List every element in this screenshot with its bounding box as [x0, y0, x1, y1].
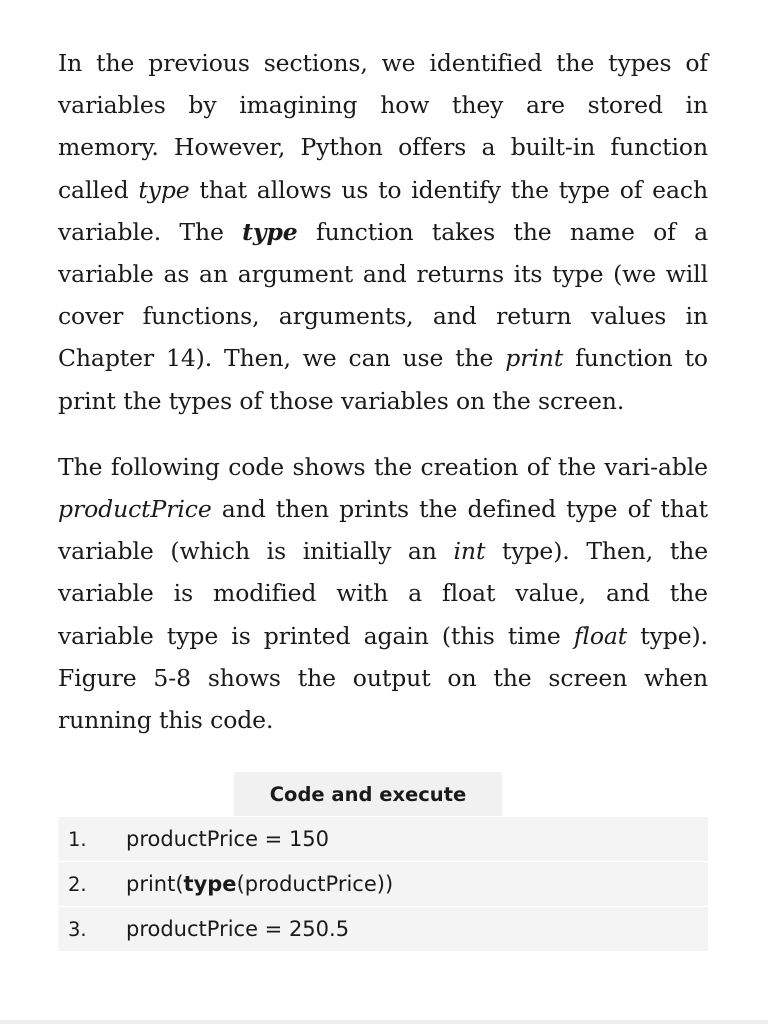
text-run: function takes the name of a variable as an argument and returns its type (we will cover functions, arguments, and return values in Chapter 14). Then, we can use the [58, 217, 708, 373]
code-line [58, 862, 708, 907]
italic-term-float: float [573, 621, 628, 650]
bold-italic-term-type: type [242, 217, 298, 246]
paragraph-code-description [58, 446, 708, 741]
italic-term-int: int [453, 537, 486, 566]
text-run: and then prints the defined type of that variable (which is initially an [58, 495, 708, 566]
line-number: 2. [68, 872, 87, 896]
text-run: type). Figure 5-8 shows the output on the screen when running this code. [58, 621, 708, 735]
line-number: 3. [68, 917, 87, 941]
code-keyword: type [183, 872, 237, 896]
code-text [126, 827, 329, 851]
text-run: function to print the types of those variables on the screen. [58, 344, 708, 415]
code-line [58, 907, 708, 952]
code-header-row [58, 772, 708, 816]
italic-term-print: print [505, 344, 564, 373]
text-run: The following code shows the creation of the vari-able [58, 452, 708, 481]
code-lines [58, 816, 708, 952]
italic-term-productprice: productPrice [58, 495, 212, 524]
code-run: productPrice = 250.5 [126, 917, 350, 941]
code-line [58, 817, 708, 862]
text-run: type). Then, the variable is modified with a float value, and the variable type is printed again (this time [58, 537, 709, 650]
code-text [126, 917, 349, 941]
body-text [58, 42, 708, 741]
italic-term-type: type [138, 175, 190, 204]
text-run: In the previous sections, we identified the types of variables by imagining how they are stored in memory. However, Python offers a built-in function called [58, 49, 708, 204]
code-header: Code and execute [234, 772, 502, 816]
code-run: productPrice = 150 [126, 827, 330, 851]
paragraph-intro [58, 42, 708, 422]
code-block [58, 772, 708, 952]
code-run: (productPrice)) [236, 872, 394, 896]
text-run: that allows us to identify the type of each variable. The [58, 175, 708, 246]
line-number: 1. [68, 827, 87, 851]
page-bottom-divider [0, 1020, 768, 1024]
code-text [126, 872, 393, 896]
code-run: print( [126, 872, 184, 896]
